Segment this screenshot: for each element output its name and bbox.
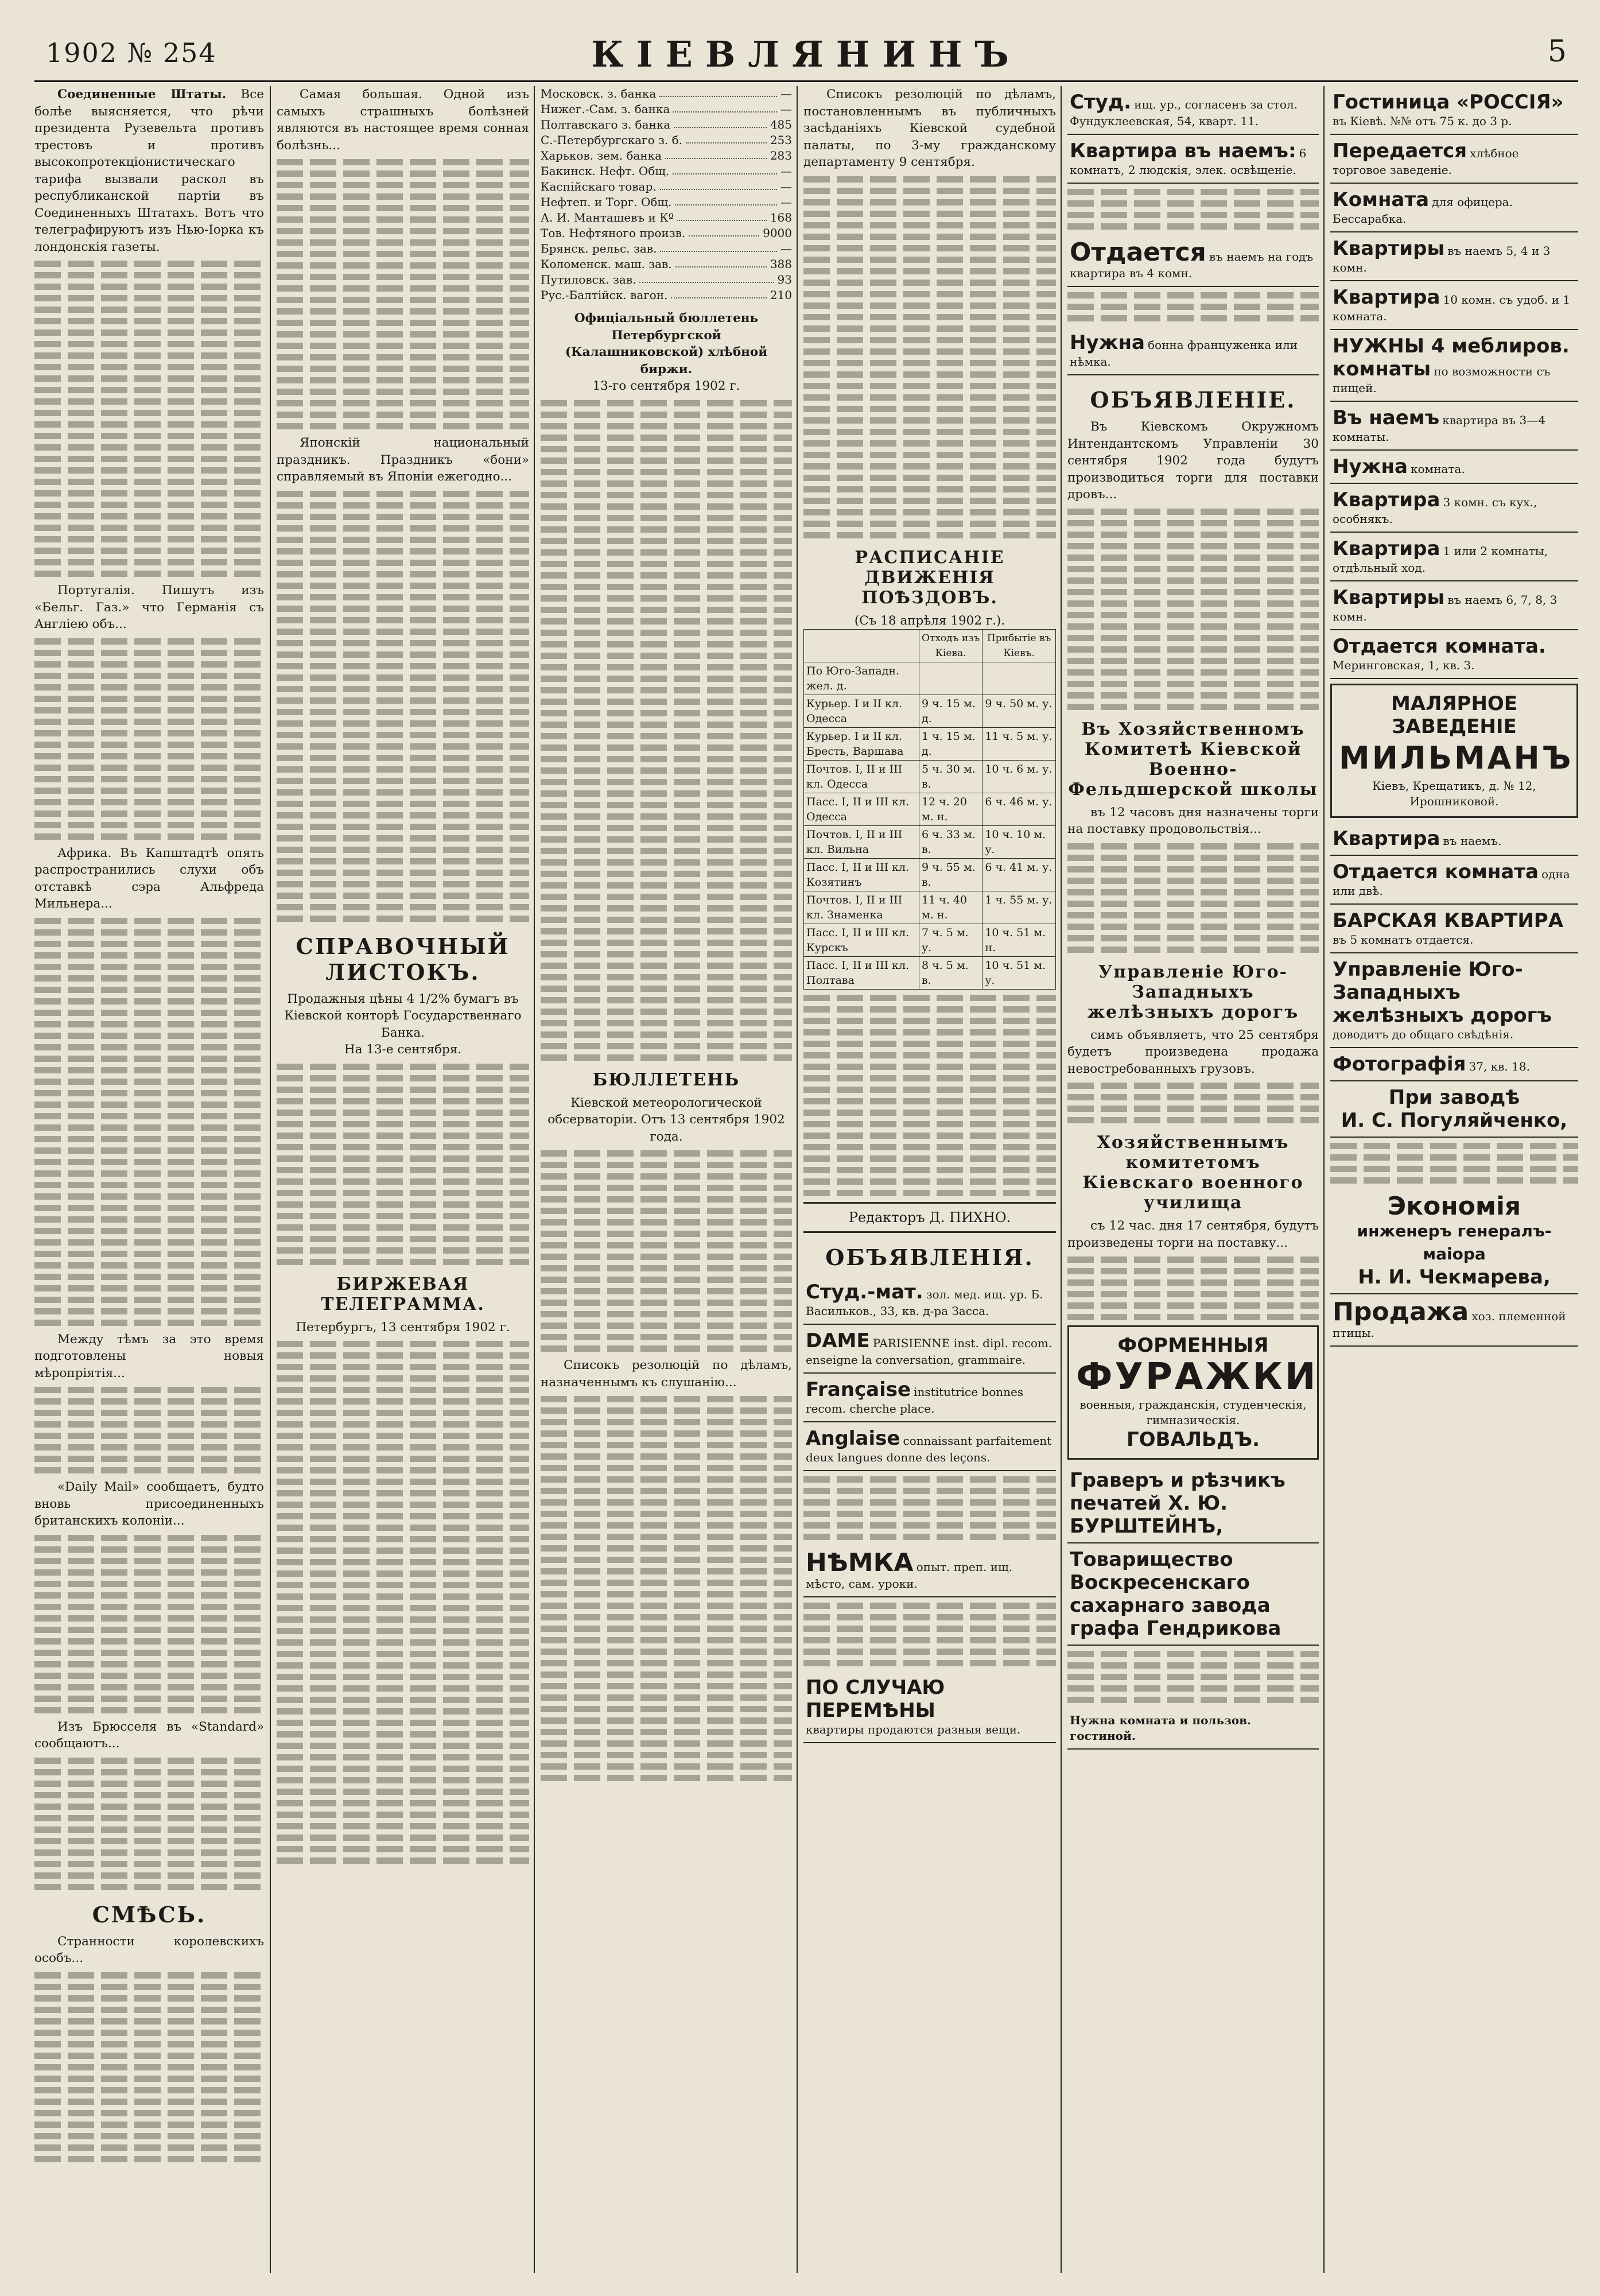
- column-rule: [534, 86, 535, 2273]
- price-list: [277, 1064, 529, 1265]
- announcement-body: съ 12 час. дня 17 сентября, будутъ произведены торги на поставку...: [1067, 1219, 1319, 1250]
- classified-ad: Гостиница «РОССІЯ» въ Кіевѣ. №№ отъ 75 к. до 3 р.: [1330, 86, 1578, 135]
- column-5: [1067, 86, 1319, 2273]
- article-paragraph: Между тѣмъ за это время подготовлены новыя мѣропріятія...: [34, 1332, 264, 1380]
- bulletin-date: 13-го сентября 1902 г.: [592, 379, 740, 393]
- classified-ad: DAME PARISIENNE inst. dipl. recom. enseigne la conversation, grammaire.: [803, 1325, 1056, 1374]
- weather-table: [541, 1150, 792, 1352]
- announcement-title: Въ Хозяйственномъ Комитетѣ Кіевской Военно-Фельдшерской школы: [1068, 719, 1318, 800]
- section-date: Петербургъ, 13 сентября 1902 г.: [296, 1320, 510, 1335]
- column-rule: [270, 86, 271, 2273]
- court-resolutions: Списокъ резолюцій по дѣламъ, постановленнымъ въ публичныхъ засѣданіяхъ Кіевской судебной палаты, по 3-му гражданскому департаменту 9 сентября.: [803, 87, 1056, 169]
- classified-ad: Квартира въ наемъ: 6 комнатъ, 2 людскія, элек. освѣщеніе.: [1067, 135, 1319, 184]
- table-row: Курьер. I и II кл. Одесса 9 ч. 15 м. д. 9 ч. 50 м. у.: [804, 695, 1056, 728]
- article-text: Все болѣе выясняется, что рѣчи президента Рузевельта противъ трестовъ и противъ высокопротекціонистическаго тарифа вызвали раскол въ республиканской партіи въ Соединенныхъ Штатахъ. Вотъ что телеграфируютъ изъ Нью-Іорка къ лондонскія газеты.: [34, 87, 264, 254]
- classified-ad: Отдается комната одна или двѣ.: [1330, 856, 1578, 905]
- quote-row: Тов. Нефтяного произв. 9000: [541, 226, 792, 240]
- classified-ad: Квартира въ наемъ.: [1330, 823, 1578, 856]
- section-date: На 13-е сентября.: [344, 1042, 462, 1057]
- announcement-body: въ 12 часовъ дня назначены торги на поставку продовольствія...: [1067, 805, 1319, 836]
- classified-ad: Квартира 3 комн. съ кух., особнякъ.: [1330, 484, 1578, 533]
- classified-ad: Передается хлѣбное торговое заведеніе.: [1330, 135, 1578, 184]
- text-block: [1067, 189, 1319, 230]
- classified-ad: Нужна комната.: [1330, 451, 1578, 484]
- text-block: [34, 261, 264, 577]
- text-block: [1067, 292, 1319, 321]
- schedule-title: РАСПИСАНІЕ ДВИЖЕНІЯ ПОѢЗДОВЪ.: [855, 547, 1005, 608]
- text-block: [34, 918, 264, 1326]
- classified-ad: Квартиры въ наемъ 6, 7, 8, 3 комн.: [1330, 581, 1578, 630]
- classified-ad: НѢМКА опыт. преп. ищ. мѣсто, сам. уроки.: [803, 1545, 1056, 1597]
- column-rule: [1061, 86, 1062, 2273]
- text-block: [803, 1603, 1056, 1666]
- cap-advertisement: ФОРМЕННЫЯ ФУРАЖКИ военныя, гражданскія, студенческія, гимназическія. ГОВАЛЬДЪ.: [1067, 1325, 1319, 1460]
- text-block: [34, 1758, 264, 1890]
- table-row: Почтов. I, II и III кл. Одесса 5 ч. 30 м. в. 10 ч. 6 м. у.: [804, 761, 1056, 793]
- quote-row: Московск. з. банка —: [541, 87, 792, 100]
- quote-row: Бакинск. Нефт. Общ. —: [541, 164, 792, 178]
- classified-ad: Студ.-мат. зол. мед. ищ. ур. Б. Васильков., 33, кв. д-ра Засса.: [803, 1276, 1056, 1325]
- bulletin2-title: БЮЛЛЕТЕНЬ: [592, 1069, 740, 1090]
- classified-ad: Нужна бонна француженка или нѣмка.: [1067, 327, 1319, 375]
- classified-ad: Товарищество Воскресенскаго сахарнаго завода графа Гендрикова: [1067, 1543, 1319, 1646]
- column-2: [277, 86, 529, 2273]
- classified-ad: Фотографія 37, кв. 18.: [1330, 1048, 1578, 1081]
- bulletin-title: Офиціальный бюллетень Петербургской (Калашниковской) хлѣбной биржи.: [565, 311, 768, 377]
- table-row: Пасс. I, II и III кл. Одесса 12 ч. 20 м. н. 6 ч. 46 м. у.: [804, 793, 1056, 826]
- classified-ad: Отдается въ наемъ на годъ квартира въ 4 комн.: [1067, 235, 1319, 287]
- court-notices: Списокъ резолюцій по дѣламъ, назначеннымъ къ слушанію...: [541, 1358, 792, 1390]
- grain-prices: [541, 400, 792, 1061]
- quote-row: Путиловск. зав. 93: [541, 273, 792, 286]
- classified-ad: Граверъ и рѣзчикъ печатей Х. Ю. БУРШТЕЙНЪ,: [1067, 1464, 1319, 1543]
- classified-ad: Anglaise connaissant parfaitement deux langues donne des leçons.: [803, 1422, 1056, 1471]
- article-japan-holiday: Японскій национальный праздникъ. Праздникъ «бони» справляемый въ Японіи ежегодно...: [277, 436, 529, 484]
- classified-ad: Студ. ищ. ур., согласенъ за стол. Фундуклеевская, 54, кварт. 11.: [1067, 86, 1319, 135]
- text-block: [1067, 843, 1319, 953]
- article-usa: [34, 86, 264, 255]
- economy-ad: Экономія инженеръ генералъ-маіора Н. И. Чекмарева,: [1330, 1189, 1578, 1294]
- article-sleeping-sickness: Самая большая. Одной изъ самыхъ страшныхъ болѣзней являются въ настоящее время сонная болѣзнь...: [277, 87, 529, 153]
- article-portugal: Португалія. Пишутъ изъ «Бельг. Газ.» что Германія съ Англіею объ...: [34, 583, 264, 631]
- text-block: [803, 176, 1056, 538]
- page-number: 5: [1547, 34, 1567, 69]
- quote-row: Нефтеп. и Торг. Общ. —: [541, 195, 792, 209]
- text-block: [1067, 1651, 1319, 1703]
- announcement-title: ОБЪЯВЛЕНІЕ.: [1090, 387, 1296, 413]
- classified-ad: Въ наемъ квартира въ 3—4 комнаты.: [1330, 402, 1578, 451]
- quote-row: Каспійскаго товар. —: [541, 180, 792, 193]
- text-block: [1330, 1143, 1578, 1184]
- classified-ad: Комната для офицера. Бессарабка.: [1330, 184, 1578, 232]
- article-paragraph: Изъ Брюсселя въ «Standard» сообщаютъ...: [34, 1719, 264, 1751]
- classified-ad: НУЖНЫ 4 меблиров. комнаты по возможности съ пищей.: [1330, 330, 1578, 402]
- column-1: [34, 86, 264, 2273]
- text-block: [1067, 1256, 1319, 1320]
- classified-ad: Квартира 10 комн. съ удоб. и 1 комната.: [1330, 281, 1578, 330]
- quote-row: Харьков. зем. банка 283: [541, 149, 792, 162]
- text-block: [277, 159, 529, 429]
- quote-row: Коломенск. маш. зав. 388: [541, 257, 792, 271]
- classified-ad: Управленіе Юго-Западныхъ желѣзныхъ дорогъ доводитъ до общаго свѣдѣнія.: [1330, 953, 1578, 1048]
- column-6: [1330, 86, 1578, 2273]
- schedule-subtitle: (Съ 18 апрѣля 1902 г.).: [854, 613, 1005, 628]
- quote-row: Полтавскаго з. банка 485: [541, 118, 792, 131]
- text-block: [34, 1535, 264, 1713]
- quote-row: А. И. Манташевъ и Кº 168: [541, 211, 792, 224]
- announcement-body: симъ объявляетъ, что 25 сентября будетъ произведена продажа невостребованныхъ грузовъ.: [1067, 1027, 1319, 1076]
- newspaper-title: КІЕВЛЯНИНЪ: [591, 33, 1022, 75]
- text-block: [1067, 509, 1319, 710]
- article-paragraph: «Daily Mail» сообщаетъ, будто вновь присоединенныхъ британскихъ колоніи...: [34, 1480, 264, 1528]
- schedule-continued: [803, 995, 1056, 1196]
- text-block: [34, 1387, 264, 1473]
- stock-quotes: [541, 86, 792, 303]
- quote-row: Нижег.-Сам. з. банка —: [541, 102, 792, 116]
- column-4: [803, 86, 1056, 2273]
- table-row: Почтов. I, II и III кл. Знаменка 11 ч. 40 м. н. 1 ч. 55 м. у.: [804, 891, 1056, 924]
- text-block: [1067, 1083, 1319, 1123]
- text-block: [541, 1396, 792, 1781]
- table-row: Почтов. I, II и III кл. Вильна 6 ч. 33 м. в. 10 ч. 10 м. у.: [804, 826, 1056, 859]
- classified-ad: Продажа хоз. племенной птицы.: [1330, 1294, 1578, 1347]
- classified-ad: Отдается комната. Меринговская, 1, кв. 3.: [1330, 630, 1578, 679]
- table-row: Пасс. I, II и III кл. Козятинъ 9 ч. 55 м. в. 6 ч. 41 м. у.: [804, 859, 1056, 891]
- column-rule: [1323, 86, 1325, 2273]
- classified-ad: ПО СЛУЧАЮ ПЕРЕМѢНЫ квартиры продаются разныя вещи.: [803, 1671, 1056, 1743]
- page-header: [34, 29, 1578, 82]
- column-3: [541, 86, 792, 2273]
- painting-shop-ad: МАЛЯРНОЕ ЗАВЕДЕНІЕ МИЛЬМАНЪ Кіевъ, Крещатикъ, д. № 12, Ирошниковой.: [1330, 684, 1578, 818]
- classified-ad: Квартира 1 или 2 комнаты, отдѣльный ход.: [1330, 533, 1578, 581]
- article-paragraph: Странности королевскихъ особъ...: [34, 1934, 264, 1965]
- announcement-body: Въ Кіевскомъ Окружномъ Интендантскомъ Управленіи 30 сентября 1902 года будутъ производиться торги для поставки дровъ...: [1067, 420, 1319, 502]
- section-heading-birzh: БИРЖЕВАЯ ТЕЛЕГРАММА.: [321, 1274, 485, 1314]
- factory-ad: При заводѣ И. С. Погуляйченко,: [1330, 1081, 1578, 1138]
- section-subtitle: Продажныя цѣны 4 1/2% бумагъ въ Кіевской конторѣ Государственнаго Банка.: [284, 991, 522, 1040]
- section-heading-spravochny: СПРАВОЧНЫЙ ЛИСТОКЪ.: [296, 933, 510, 985]
- bulletin2-subtitle: Кіевской метеорологической обсерваторіи. Отъ 13 сентября 1902 года.: [547, 1095, 785, 1144]
- issue-date: 1902 № 254: [46, 37, 217, 68]
- quote-row: Рус.-Балтійск. вагон. 210: [541, 288, 792, 302]
- classified-ad: Нужна комната и пользов. гостиной.: [1067, 1708, 1319, 1750]
- table-header-row: Отходъ изъ Кіева. Прибытіе въ Кіевъ.: [804, 630, 1056, 662]
- quote-row: Брянск. рельс. зав. —: [541, 242, 792, 255]
- section-heading-smes: СМѢСЬ.: [92, 1901, 207, 1927]
- classified-ad: Квартиры въ наемъ 5, 4 и 3 комн.: [1330, 232, 1578, 281]
- table-row: Курьер. I и II кл. Бресть, Варшава 1 ч. 15 м. д. 11 ч. 5 м. у.: [804, 728, 1056, 761]
- article-africa: Африка. Въ Капштадтѣ опять распространились слухи объ отставкѣ сэра Альфреда Мильнера...: [34, 846, 264, 911]
- train-schedule-table: [803, 629, 1056, 990]
- article-lead: Соединенные Штаты.: [57, 87, 227, 102]
- section-heading-obyavleniya: ОБЪЯВЛЕНІЯ.: [825, 1244, 1034, 1270]
- quote-row: С.-Петербургскаго з. б. 253: [541, 133, 792, 147]
- classified-ad: БАРСКАЯ КВАРТИРА въ 5 комнатъ отдается.: [1330, 905, 1578, 953]
- column-rule: [797, 86, 798, 2273]
- announcement-title: Управленіе Юго-Западныхъ желѣзныхъ дорогъ: [1087, 961, 1299, 1022]
- announcement-title: Хозяйственнымъ комитетомъ Кіевскаго военного училища: [1082, 1133, 1304, 1213]
- text-block: [803, 1476, 1056, 1540]
- text-block: [277, 491, 529, 922]
- table-row: Пасс. I, II и III кл. Курскъ 7 ч. 5 м. у. 10 ч. 51 м. н.: [804, 924, 1056, 957]
- text-block: [34, 1972, 264, 2162]
- table-row: Пасс. I, II и III кл. Полтава 8 ч. 5 м. в. 10 ч. 51 м. у.: [804, 957, 1056, 990]
- classified-ad: Française institutrice bonnes recom. cherche place.: [803, 1374, 1056, 1422]
- table-row: По Юго-Западн. жел. д.: [804, 662, 1056, 695]
- editor-signature: Редакторъ Д. ПИХНО.: [803, 1202, 1056, 1233]
- exchange-table: [277, 1341, 529, 1864]
- text-block: [34, 638, 264, 840]
